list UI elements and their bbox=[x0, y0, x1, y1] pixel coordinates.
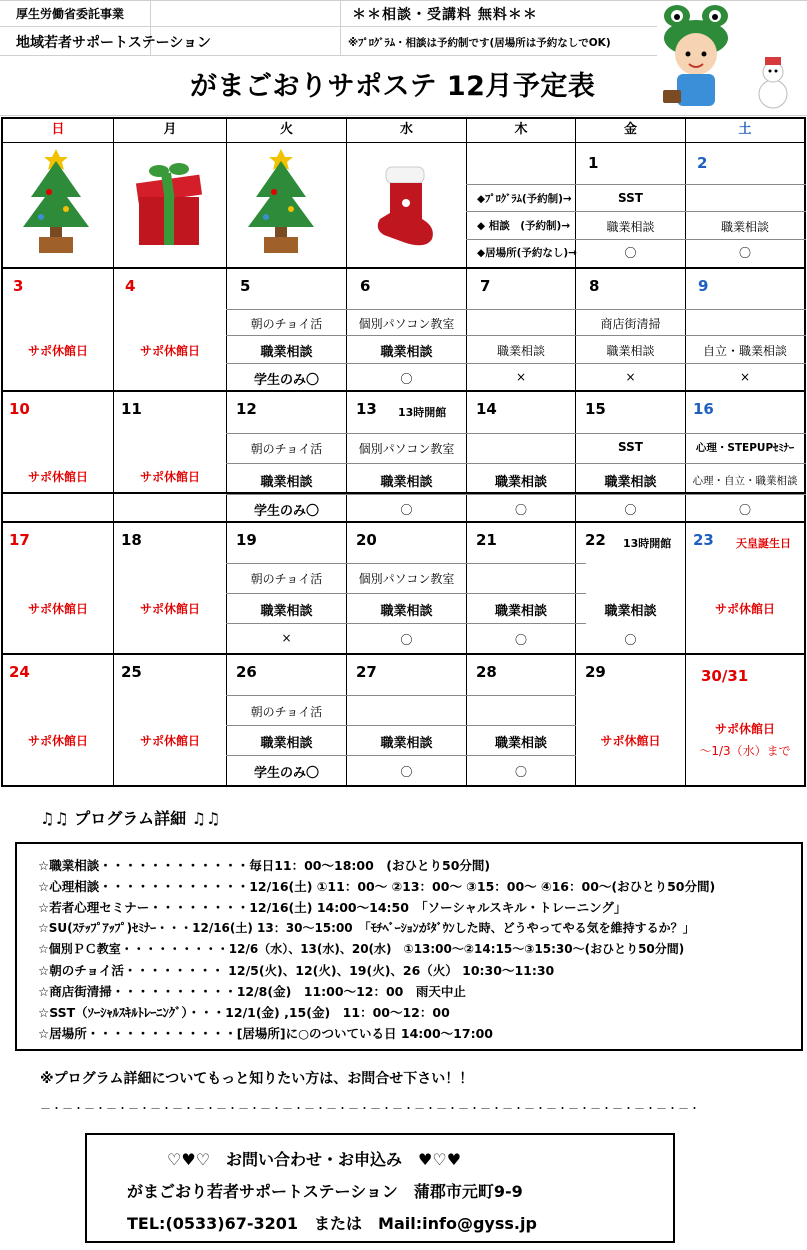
day-number: 26 bbox=[236, 663, 257, 681]
closed-label: サポ休館日 bbox=[139, 734, 200, 748]
day-number: 30/31 bbox=[701, 667, 749, 685]
event-program: 商店街清掃 bbox=[600, 317, 661, 331]
contact-address: がまごおり若者サポートステーション 蒲郡市元町9-9 bbox=[127, 1182, 523, 1201]
program-heading: ♫♫ プログラム詳細 ♫♫ bbox=[40, 809, 221, 828]
page-title: がまごおりサポステ 12月予定表 bbox=[190, 71, 596, 102]
day-number: 29 bbox=[585, 663, 606, 681]
day-number: 7 bbox=[480, 277, 491, 295]
program-line: ☆居場所・・・・・・・・・・・・[居場所]に○のついている日 14:00～17:00 bbox=[38, 1026, 493, 1041]
day-number: 20 bbox=[356, 531, 377, 549]
event-consult: 職業相談 bbox=[604, 475, 657, 490]
event-ibasho: 学生のみ〇 bbox=[253, 504, 319, 519]
event-ibasho: 〇 bbox=[400, 633, 413, 647]
closed-label: サポ休館日 bbox=[139, 602, 200, 616]
day-number: 9 bbox=[698, 277, 709, 295]
event-ibasho: 〇 bbox=[400, 765, 413, 779]
program-line: ☆個別ＰＣ教室・・・・・・・・・12/6（水）、13(水)、20(水) ①13:00～②14:15～③15:30～(おひとり50分間) bbox=[38, 942, 685, 956]
weekday-thu: 木 bbox=[514, 122, 528, 137]
program-line: ☆SST（ｿｰｼｬﾙｽｷﾙﾄﾚｰﾆﾝｸﾞ）・・・12/1(金) ,15(金) 11：00～12：00 bbox=[38, 1005, 450, 1020]
closed-label: サポ休館日 bbox=[27, 734, 88, 748]
reserve-note: ※ﾌﾟﾛｸﾞﾗﾑ・相談は予約制です(居場所は予約なしでOK) bbox=[348, 37, 611, 49]
contact-heading: ♡♥♡ お問い合わせ・お申込み ♥♡♥ bbox=[167, 1150, 462, 1169]
day-number: 22 bbox=[585, 531, 606, 549]
org-label: 地域若者サポートステーション bbox=[16, 35, 212, 51]
event-consult: 職業相談 bbox=[380, 345, 433, 360]
day-number: 28 bbox=[476, 663, 497, 681]
event-program: 朝のチョイ活 bbox=[250, 317, 323, 331]
event-program: 個別パソコン教室 bbox=[358, 572, 455, 586]
event-program: 朝のチョイ活 bbox=[250, 572, 323, 586]
closed-label: サポ休館日 bbox=[139, 470, 200, 484]
day-number: 17 bbox=[9, 531, 30, 549]
event-consult: 自立・職業相談 bbox=[702, 344, 787, 358]
day-number: 14 bbox=[476, 400, 497, 418]
closed-label: サポ休館日 bbox=[714, 602, 775, 616]
christmas-tree-icon bbox=[11, 147, 101, 265]
weekday-tue: 火 bbox=[279, 122, 293, 137]
event-ibasho: 〇 bbox=[624, 503, 637, 517]
event-ibasho: × bbox=[625, 370, 636, 384]
event-ibasho: × bbox=[281, 631, 292, 645]
event-consult: 職業相談 bbox=[260, 736, 313, 751]
program-line: ☆職業相談・・・・・・・・・・・・毎日11：00～18:00 (おひとり50分間) bbox=[38, 858, 491, 873]
closed-until: ～1/3（水）まで bbox=[699, 744, 791, 758]
day-number: 3 bbox=[13, 277, 24, 295]
event-consult: 心理・自立・職業相談 bbox=[692, 475, 798, 487]
frog-mascot-illustration bbox=[655, 2, 800, 114]
event-program: 朝のチョイ活 bbox=[250, 442, 323, 456]
program-line: ☆SU(ｽﾃｯﾌﾟｱｯﾌﾟ)ｾﾐﾅｰ・・・12/16(土) 13：30～15:00 「ﾓﾁﾍﾞｰｼｮﾝがﾀﾞｳﾝした時、どうやってやる気を維持するか？」 bbox=[38, 921, 695, 935]
calendar-grid bbox=[1, 117, 806, 787]
weekday-sat: 土 bbox=[738, 122, 752, 137]
event-consult: 職業相談 bbox=[380, 475, 433, 490]
sponsor-label: 厚生労働省委託事業 bbox=[16, 7, 125, 21]
event-ibasho: × bbox=[739, 370, 751, 384]
day-number: 27 bbox=[356, 663, 377, 681]
day-number: 1 bbox=[588, 154, 599, 172]
opening-note: 13時開館 bbox=[623, 537, 672, 550]
event-consult: 職業相談 bbox=[604, 604, 657, 619]
event-program: 個別パソコン教室 bbox=[358, 442, 455, 456]
weekday-mon: 月 bbox=[163, 122, 177, 137]
event-ibasho: 〇 bbox=[514, 633, 527, 647]
event-consult: 職業相談 bbox=[494, 736, 547, 751]
closed-label: サポ休館日 bbox=[27, 602, 88, 616]
day-number: 23 bbox=[693, 531, 714, 549]
contact-tel-mail: TEL:(0533)67-3201 または Mail:info@gyss.jp bbox=[127, 1214, 537, 1233]
event-consult: 職業相談 bbox=[496, 344, 545, 358]
event-consult: 職業相談 bbox=[380, 736, 433, 751]
christmas-tree-icon bbox=[236, 147, 326, 265]
holiday-note: 天皇誕生日 bbox=[736, 537, 791, 550]
day-number: 6 bbox=[360, 277, 371, 295]
event-consult: 職業相談 bbox=[260, 345, 313, 360]
event-consult: 職業相談 bbox=[260, 604, 313, 619]
event-ibasho: 学生のみ〇 bbox=[253, 373, 319, 388]
dashed-divider: －・－・－・－・－・－・－・－・－・－・－・－・－・－・－・－・－・－・－・－・－・－・－・－・－・－・－・－・－・－・ bbox=[40, 1102, 700, 1115]
event-consult: 職業相談 bbox=[606, 220, 655, 234]
program-line: ☆商店街清掃・・・・・・・・・・12/8(金) 11:00～12：00 雨天中止 bbox=[38, 984, 466, 999]
event-ibasho: 〇 bbox=[514, 765, 527, 779]
day-number: 15 bbox=[585, 400, 606, 418]
christmas-stocking-icon bbox=[366, 157, 451, 257]
day-number: 4 bbox=[125, 277, 136, 295]
program-line: ☆朝のチョイ活・・・・・・・・ 12/5(火)、12(火)、19(火)、26（火） 10:30～11:30 bbox=[38, 963, 555, 978]
event-program: 個別パソコン教室 bbox=[358, 317, 455, 331]
day-number: 24 bbox=[9, 663, 30, 681]
event-program: SST bbox=[618, 440, 643, 454]
contact-box bbox=[85, 1133, 675, 1243]
legend-program: ◆ﾌﾟﾛｸﾞﾗﾑ(予約制)→ bbox=[477, 193, 572, 205]
event-ibasho: 〇 bbox=[514, 503, 527, 517]
legend-ibasho: ◆居場所(予約なし)→ bbox=[477, 247, 577, 259]
program-line: ☆心理相談・・・・・・・・・・・・12/16(土) ①11：00～ ②13：00～ ③15：00～ ④16：00～(おひとり50分間) bbox=[38, 879, 716, 894]
event-program: 心理・STEPUPｾﾐﾅｰ bbox=[695, 442, 795, 454]
day-number: 12 bbox=[236, 400, 257, 418]
event-program: SST bbox=[618, 191, 643, 205]
event-ibasho: × bbox=[515, 370, 527, 384]
event-consult: 職業相談 bbox=[494, 604, 547, 619]
legend-consult: ◆ 相談 (予約制)→ bbox=[477, 220, 571, 232]
program-line: ☆若者心理セミナー・・・・・・・・12/16(土) 14:00～14:50 「ソーシャルスキル・トレーニング」 bbox=[38, 900, 627, 915]
day-number: 16 bbox=[693, 400, 714, 418]
day-number: 21 bbox=[476, 531, 497, 549]
event-ibasho: 〇 bbox=[624, 246, 637, 260]
closed-label: サポ休館日 bbox=[27, 344, 88, 358]
day-number: 18 bbox=[121, 531, 142, 549]
event-ibasho: 〇 bbox=[738, 246, 751, 260]
event-consult: 職業相談 bbox=[260, 475, 313, 490]
day-number: 8 bbox=[589, 277, 600, 295]
day-number: 11 bbox=[121, 400, 142, 418]
closed-label: サポ休館日 bbox=[714, 722, 775, 736]
day-number: 19 bbox=[236, 531, 257, 549]
event-ibasho: 〇 bbox=[624, 633, 637, 647]
day-number: 2 bbox=[697, 154, 708, 172]
gift-box-icon bbox=[129, 157, 209, 257]
closed-label: サポ休館日 bbox=[27, 470, 88, 484]
closed-label: サポ休館日 bbox=[600, 734, 661, 748]
day-number: 25 bbox=[121, 663, 142, 681]
free-notice: ＊＊相談・受講料 無料＊＊ bbox=[352, 7, 538, 23]
weekday-fri: 金 bbox=[623, 122, 637, 137]
event-consult: 職業相談 bbox=[720, 220, 769, 234]
event-consult: 職業相談 bbox=[380, 604, 433, 619]
inquiry-note: ※プログラム詳細についてもっと知りたい方は、お問合せ下さい！！ bbox=[40, 1071, 474, 1087]
day-number: 13 bbox=[356, 400, 377, 418]
opening-note: 13時開館 bbox=[398, 406, 447, 419]
event-ibasho: 〇 bbox=[400, 503, 413, 517]
event-program: 朝のチョイ活 bbox=[250, 705, 323, 719]
day-number: 10 bbox=[9, 400, 30, 418]
event-consult: 職業相談 bbox=[494, 475, 547, 490]
event-ibasho: 学生のみ〇 bbox=[253, 766, 319, 781]
weekday-wed: 水 bbox=[399, 122, 413, 137]
day-number: 5 bbox=[240, 277, 251, 295]
weekday-sun: 日 bbox=[51, 122, 65, 137]
event-ibasho: 〇 bbox=[738, 503, 751, 517]
event-consult: 職業相談 bbox=[606, 344, 655, 358]
closed-label: サポ休館日 bbox=[139, 344, 200, 358]
event-ibasho: 〇 bbox=[400, 372, 413, 386]
